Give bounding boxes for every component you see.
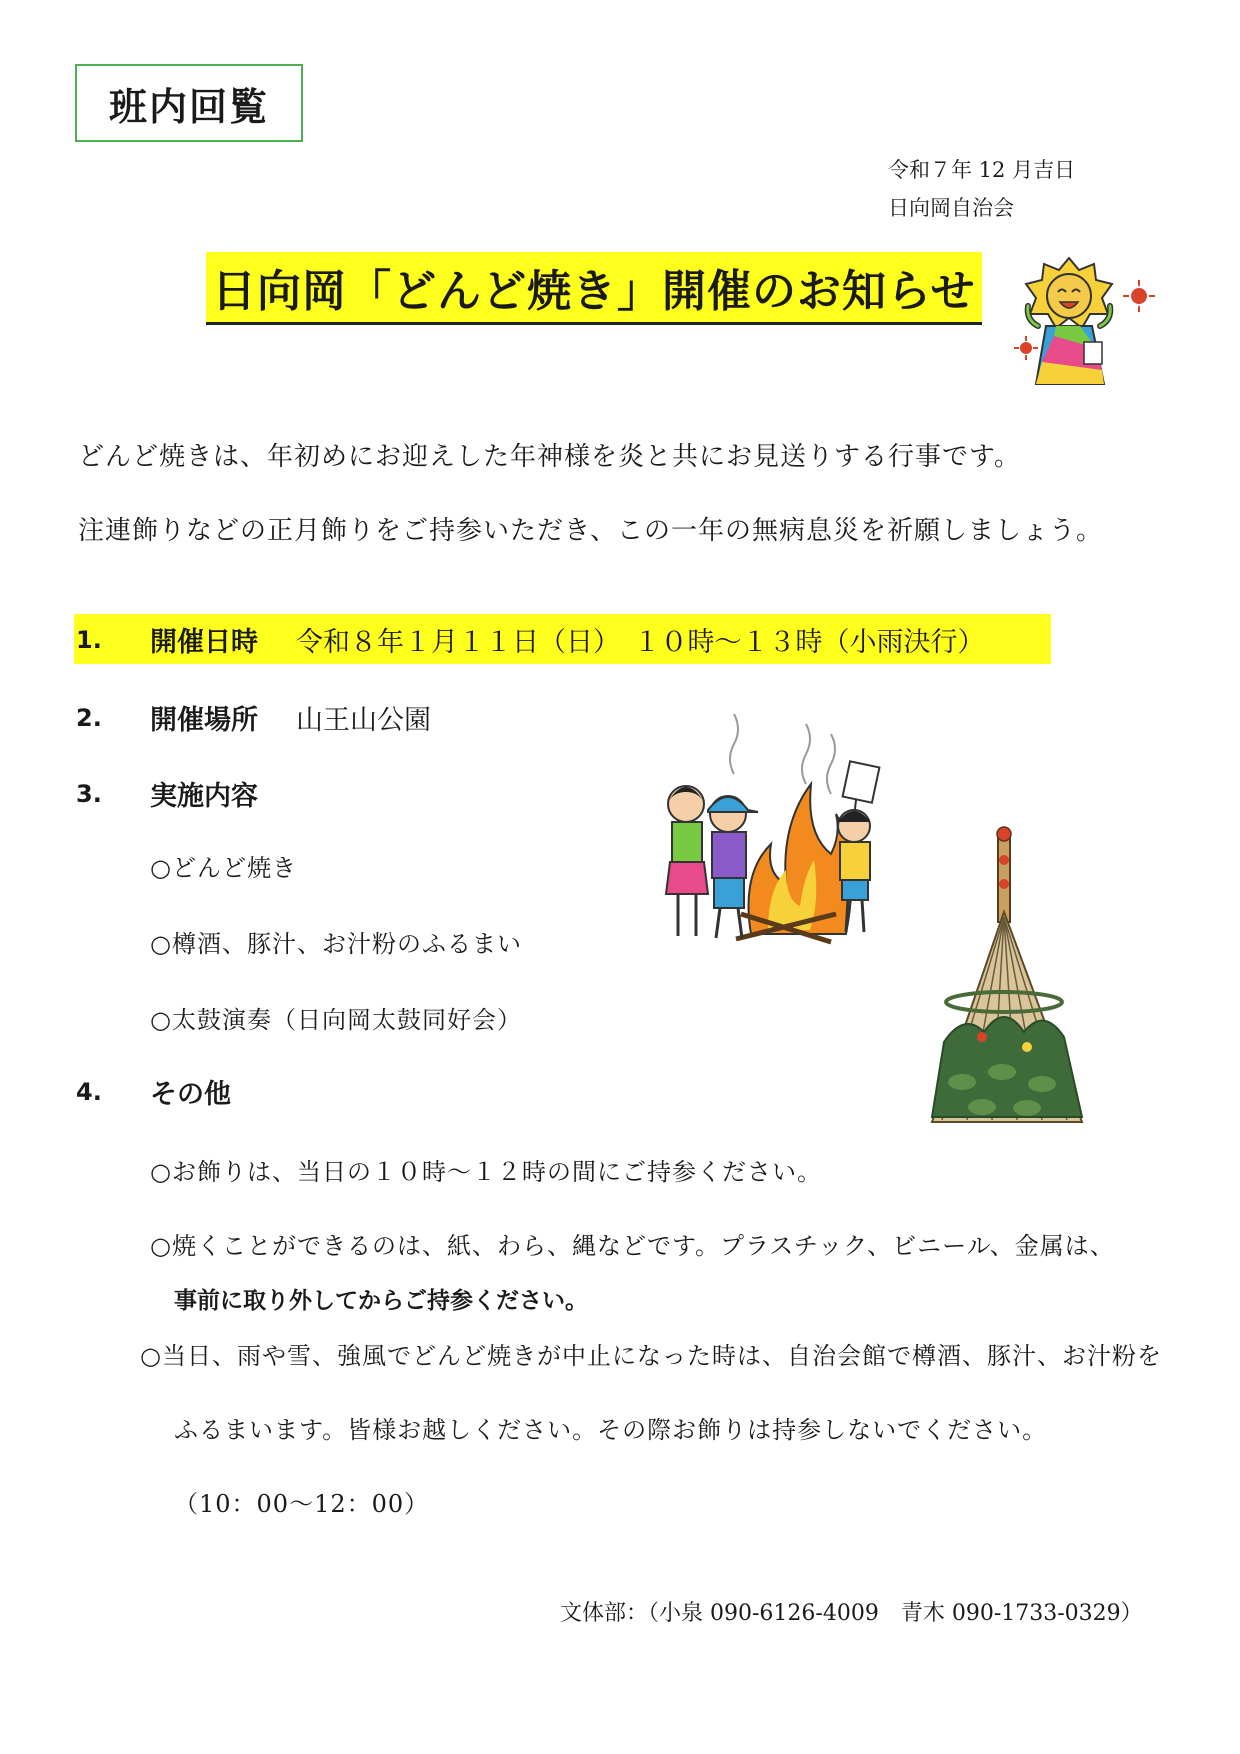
content-item: ○太鼓演奏（日向岡太鼓同好会）: [150, 1006, 522, 1034]
item-label-venue: 開催場所: [150, 705, 258, 736]
other-note-2: ○焼くことができるのは、紙、わら、縄などです。プラスチック、ビニール、金属は、: [150, 1232, 1115, 1260]
issue-date: 令和７年 12 月吉日: [888, 158, 1076, 182]
title-highlight: [206, 252, 982, 325]
content-item: ○樽酒、豚汁、お汁粉のふるまい: [150, 930, 522, 958]
contact-info: 文体部：（小泉 090-6126-4009 青木 090-1733-0329）: [560, 1601, 1143, 1626]
item-label-other: その他: [150, 1079, 231, 1110]
other-note-1: ○お飾りは、当日の１０時～１２時の間にご持参ください。: [150, 1158, 822, 1186]
event-venue: 山王山公園: [296, 705, 431, 736]
item-number-1: 1.: [76, 626, 102, 654]
item-label-contents: 実施内容: [150, 781, 258, 812]
other-note-3: ○当日、雨や雪、強風でどんど焼きが中止になった時は、自治会館で樽酒、豚汁、お汁粉を: [140, 1342, 1162, 1370]
intro-line-2: 注連飾りなどの正月飾りをご持参いただき、この一年の無病息災を祈願しましょう。: [78, 516, 1103, 546]
other-note-3-time: （10：00～12：00）: [174, 1490, 430, 1518]
event-datetime: 令和８年１月１１日（日） １０時～１３時（小雨決行）: [296, 627, 985, 658]
page-title: 日向岡「どんど焼き」開催のお知らせ: [212, 266, 976, 317]
item-number-3: 3.: [76, 780, 102, 808]
circulation-label: 班内回覧: [75, 64, 303, 142]
smoke-icon: [730, 714, 835, 794]
item-number-2: 2.: [76, 704, 102, 732]
child-girl: [666, 786, 708, 936]
mascot-illustration: [1004, 258, 1174, 388]
dondo-structure-illustration: [922, 822, 1092, 1142]
bonfire-children-illustration: [656, 714, 906, 954]
intro-line-1: どんど焼きは、年初めにお迎えした年神様を炎と共にお見送りする行事です。: [78, 442, 1021, 472]
item-number-4: 4.: [76, 1078, 102, 1106]
other-note-2-bold: 事前に取り外してからご持参ください。: [174, 1288, 588, 1314]
content-item: ○どんど焼き: [150, 854, 297, 882]
organization-name: 日向岡自治会: [888, 196, 1014, 220]
fire-icon: [736, 784, 852, 942]
other-note-3-cont: ふるまいます。皆様お越しください。その際お飾りは持参しないでください。: [174, 1416, 1048, 1444]
item-label-datetime: 開催日時: [150, 627, 258, 658]
